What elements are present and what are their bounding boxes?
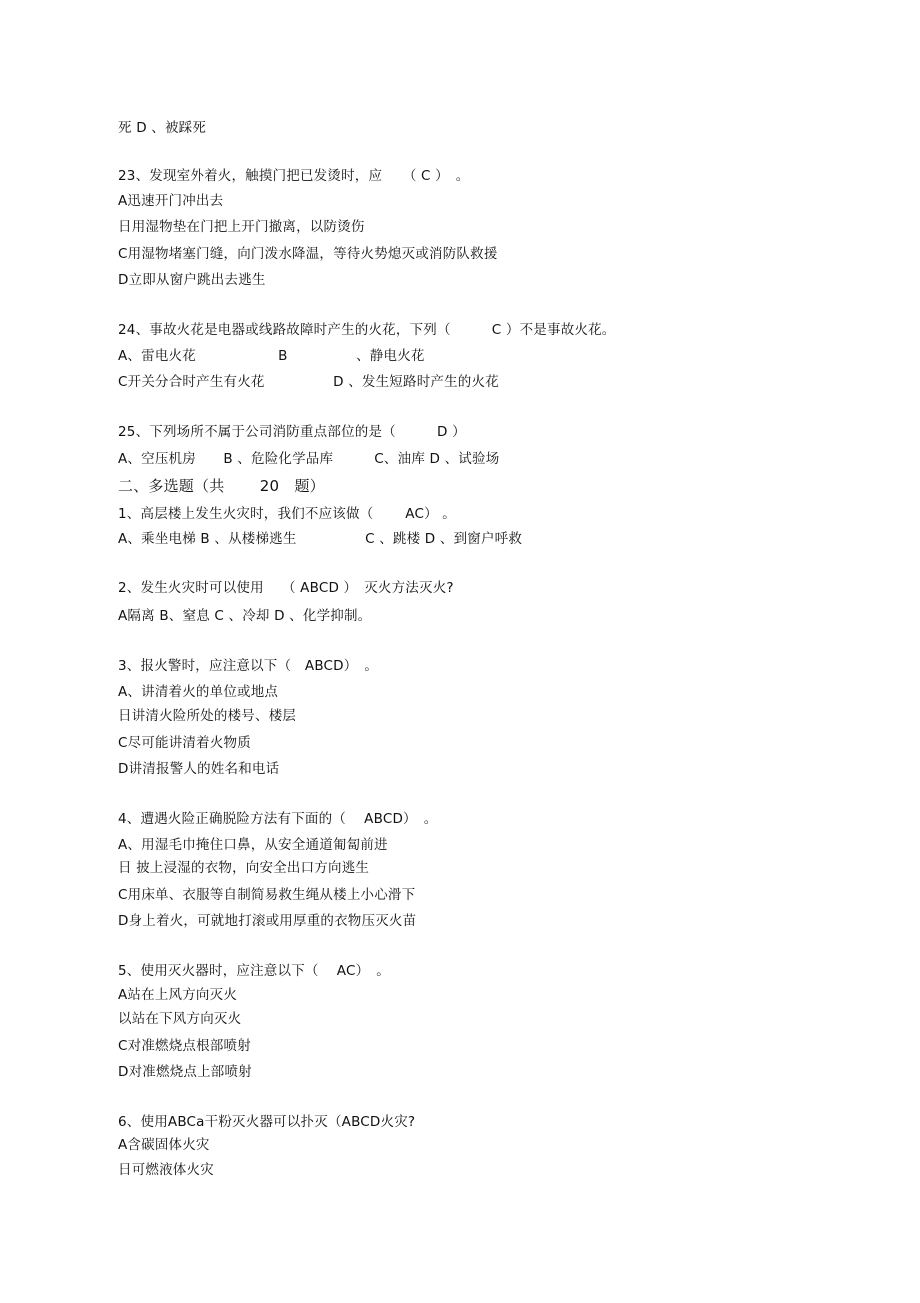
option-line: A隔离 B、窒息 C 、冷却 D 、化学抑制。 bbox=[118, 608, 372, 624]
option-line: C用湿物堵塞门缝，向门泼水降温，等待火势熄灭或消防队救援 bbox=[118, 246, 498, 262]
option-line: 日用湿物垫在门把上开门撤离，以防烫伤 bbox=[118, 219, 365, 235]
option-line: C用床单、衣服等自制简易救生绳从楼上小心滑下 bbox=[118, 887, 416, 903]
text-line: 死 D 、被踩死 bbox=[118, 120, 207, 136]
option-line: A含碳固体火灾 bbox=[118, 1137, 210, 1153]
option-line: C开关分合时产生有火花 D 、发生短路时产生的火花 bbox=[118, 374, 499, 390]
section-heading: 二、多选题（共 20 题） bbox=[118, 477, 325, 495]
option-line: D立即从窗户跳出去逃生 bbox=[118, 272, 266, 288]
option-line: A站在上风方向灭火 bbox=[118, 987, 238, 1003]
option-line: A、用湿毛巾掩住口鼻，从安全通道匍匐前进 bbox=[118, 837, 388, 853]
question-5: 5、使用灭火器时，应注意以下（ AC） 。 bbox=[118, 963, 390, 979]
option-line: 日可燃液体火灾 bbox=[118, 1162, 214, 1178]
question-25: 25、下列场所不属于公司消防重点部位的是（ D ） bbox=[118, 424, 466, 440]
question-1: 1、高层楼上发生火灾时，我们不应该做（ AC） 。 bbox=[118, 506, 456, 522]
option-line: A、乘坐电梯 B 、从楼梯逃生 C 、跳楼 D 、到窗户呼救 bbox=[118, 531, 523, 547]
option-line: A、讲清着火的单位或地点 bbox=[118, 684, 279, 700]
question-24: 24、事故火花是电器或线路故障时产生的火花，下列（ C ）不是事故火花。 bbox=[118, 322, 616, 338]
option-line: 以站在下风方向灭火 bbox=[118, 1011, 242, 1027]
option-line: A迅速开门冲出去 bbox=[118, 193, 224, 209]
option-line: C尽可能讲清着火物质 bbox=[118, 735, 251, 751]
question-4: 4、遭遇火险正确脱险方法有下面的（ ABCD） 。 bbox=[118, 811, 438, 827]
option-line: 日 披上浸湿的衣物，向安全出口方向逃生 bbox=[118, 860, 370, 876]
option-line: D对准燃烧点上部喷射 bbox=[118, 1064, 252, 1080]
question-3: 3、报火警时，应注意以下（ ABCD） 。 bbox=[118, 658, 379, 674]
option-line: D讲清报警人的姓名和电话 bbox=[118, 761, 280, 777]
option-line: A、空压机房 B 、危险化学品库 C、油库 D 、试验场 bbox=[118, 451, 500, 467]
question-6: 6、使用ABCa干粉灭火器可以扑灭（ABCD火灾? bbox=[118, 1114, 416, 1130]
option-line: D身上着火，可就地打滚或用厚重的衣物压灭火苗 bbox=[118, 913, 417, 929]
option-line: 日讲清火险所处的楼号、楼层 bbox=[118, 708, 297, 724]
question-2: 2、发生火灾时可以使用 （ ABCD ） 灭火方法灭火? bbox=[118, 580, 454, 596]
question-23: 23、发现室外着火，触摸门把已发烫时，应 （ C ） 。 bbox=[118, 168, 470, 184]
option-line: A、雷电火花 B 、静电火花 bbox=[118, 348, 425, 364]
option-line: C对准燃烧点根部喷射 bbox=[118, 1038, 251, 1054]
